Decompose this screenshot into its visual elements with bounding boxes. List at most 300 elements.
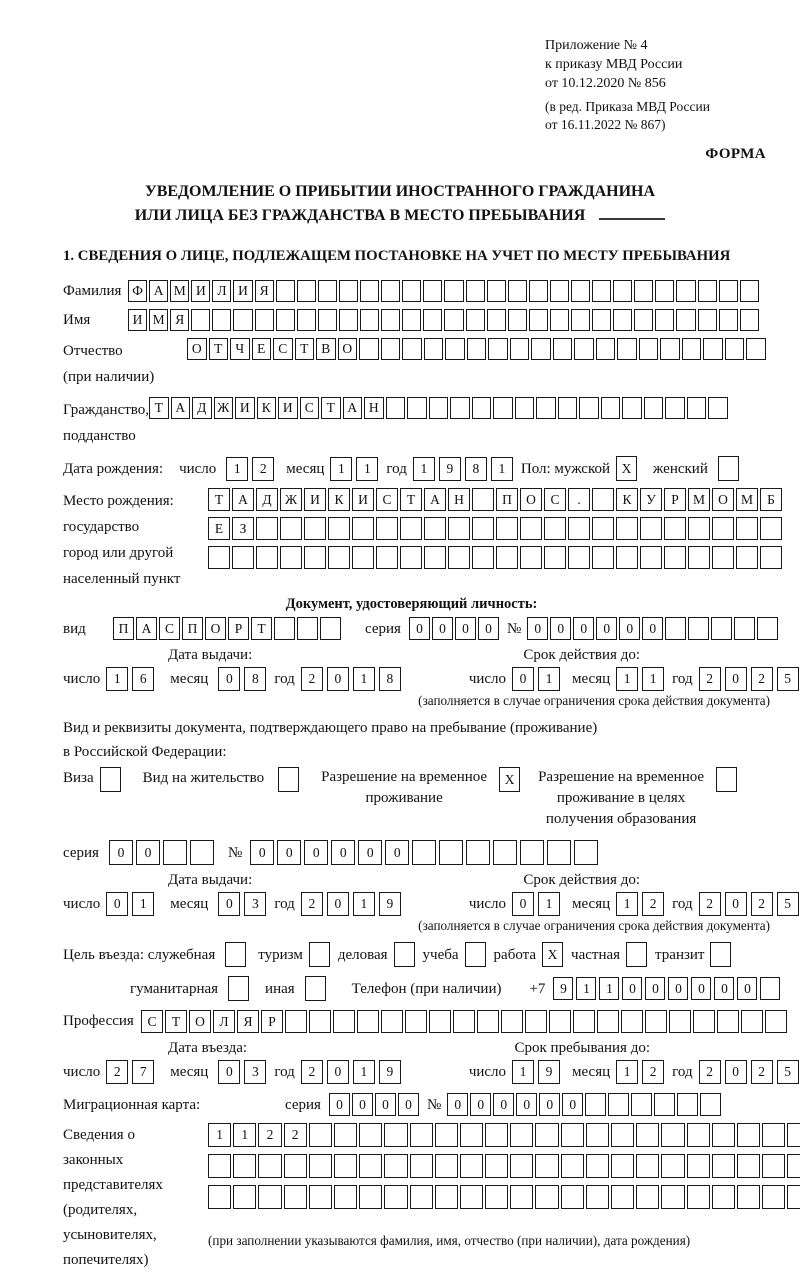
form-cell-empty[interactable] bbox=[429, 1010, 451, 1033]
form-cell-empty[interactable] bbox=[232, 546, 254, 569]
form-cell-empty[interactable] bbox=[510, 1123, 533, 1147]
form-cell-filled[interactable]: 2 bbox=[252, 457, 274, 481]
form-cell-empty[interactable] bbox=[665, 397, 685, 419]
form-cell-filled[interactable]: 0 bbox=[539, 1093, 560, 1116]
form-cell-empty[interactable] bbox=[608, 1093, 629, 1116]
form-cell-empty[interactable] bbox=[687, 1123, 710, 1147]
form-cell-filled[interactable]: 0 bbox=[358, 840, 382, 865]
form-cell-filled[interactable]: 0 bbox=[478, 617, 499, 640]
form-cell-empty[interactable] bbox=[592, 517, 614, 540]
form-cell-filled[interactable]: 0 bbox=[573, 617, 594, 640]
form-cell-empty[interactable] bbox=[400, 517, 422, 540]
form-cell-filled[interactable]: 0 bbox=[512, 667, 534, 691]
form-cell-empty[interactable] bbox=[384, 1185, 407, 1209]
form-cell-filled[interactable]: 0 bbox=[714, 977, 734, 1000]
form-cell-filled[interactable]: 2 bbox=[301, 667, 323, 691]
form-cell-filled[interactable]: Р bbox=[228, 617, 249, 640]
form-cell-filled[interactable]: 0 bbox=[329, 1093, 350, 1116]
form-cell-filled[interactable]: Я bbox=[170, 309, 189, 331]
form-cell-empty[interactable] bbox=[402, 280, 421, 302]
form-cell-filled[interactable]: 1 bbox=[208, 1123, 231, 1147]
form-cell-filled[interactable]: 0 bbox=[409, 617, 430, 640]
form-cell-filled[interactable]: И bbox=[235, 397, 255, 419]
form-cell-filled[interactable]: А bbox=[424, 488, 446, 511]
form-cell-filled[interactable]: 2 bbox=[106, 1060, 128, 1084]
form-cell-filled[interactable]: 8 bbox=[244, 667, 266, 691]
form-cell-filled[interactable]: 1 bbox=[599, 977, 619, 1000]
form-cell-filled[interactable]: 9 bbox=[538, 1060, 560, 1084]
form-cell-filled[interactable]: С bbox=[159, 617, 180, 640]
form-cell-empty[interactable] bbox=[716, 767, 737, 792]
form-cell-filled[interactable]: 1 bbox=[616, 892, 638, 916]
form-cell-empty[interactable] bbox=[529, 309, 548, 331]
form-cell-empty[interactable] bbox=[328, 517, 350, 540]
form-cell-filled[interactable]: 0 bbox=[550, 617, 571, 640]
form-cell-empty[interactable] bbox=[700, 1093, 721, 1116]
form-cell-empty[interactable] bbox=[597, 1010, 619, 1033]
form-cell-filled[interactable]: Н bbox=[364, 397, 384, 419]
form-cell-empty[interactable] bbox=[613, 309, 632, 331]
form-cell-filled[interactable]: 0 bbox=[645, 977, 665, 1000]
form-cell-filled[interactable]: С bbox=[544, 488, 566, 511]
form-cell-empty[interactable] bbox=[510, 338, 530, 360]
form-cell-filled[interactable]: 0 bbox=[327, 1060, 349, 1084]
form-cell-filled[interactable]: 7 bbox=[132, 1060, 154, 1084]
form-cell-filled[interactable]: 1 bbox=[233, 1123, 256, 1147]
form-cell-empty[interactable] bbox=[284, 1185, 307, 1209]
form-cell-filled[interactable]: Т bbox=[295, 338, 315, 360]
form-cell-empty[interactable] bbox=[233, 1154, 256, 1178]
form-cell-empty[interactable] bbox=[278, 767, 299, 792]
form-cell-empty[interactable] bbox=[535, 1154, 558, 1178]
form-cell-empty[interactable] bbox=[760, 977, 780, 1000]
form-cell-empty[interactable] bbox=[352, 517, 374, 540]
form-cell-empty[interactable] bbox=[611, 1185, 634, 1209]
form-cell-filled[interactable]: Д bbox=[256, 488, 278, 511]
form-cell-empty[interactable] bbox=[734, 617, 755, 640]
form-cell-empty[interactable] bbox=[687, 1185, 710, 1209]
form-cell-empty[interactable] bbox=[423, 309, 442, 331]
form-cell-filled[interactable]: Б bbox=[760, 488, 782, 511]
form-cell-filled[interactable]: 1 bbox=[512, 1060, 534, 1084]
form-cell-filled[interactable]: Т bbox=[400, 488, 422, 511]
form-cell-empty[interactable] bbox=[386, 397, 406, 419]
form-cell-empty[interactable] bbox=[698, 309, 717, 331]
form-cell-empty[interactable] bbox=[664, 517, 686, 540]
form-cell-empty[interactable] bbox=[661, 1154, 684, 1178]
form-cell-empty[interactable] bbox=[636, 1154, 659, 1178]
form-cell-empty[interactable] bbox=[334, 1185, 357, 1209]
form-cell-empty[interactable] bbox=[640, 517, 662, 540]
form-cell-filled[interactable]: 1 bbox=[330, 457, 352, 481]
form-cell-empty[interactable] bbox=[571, 309, 590, 331]
form-cell-filled[interactable]: X bbox=[542, 942, 563, 967]
form-cell-empty[interactable] bbox=[256, 546, 278, 569]
form-cell-empty[interactable] bbox=[616, 517, 638, 540]
form-cell-empty[interactable] bbox=[757, 617, 778, 640]
form-cell-empty[interactable] bbox=[445, 338, 465, 360]
form-cell-empty[interactable] bbox=[228, 976, 249, 1001]
form-cell-empty[interactable] bbox=[611, 1123, 634, 1147]
form-cell-empty[interactable] bbox=[208, 546, 230, 569]
form-cell-empty[interactable] bbox=[359, 1185, 382, 1209]
form-cell-empty[interactable] bbox=[352, 546, 374, 569]
form-cell-filled[interactable]: О bbox=[338, 338, 358, 360]
form-cell-empty[interactable] bbox=[665, 617, 686, 640]
form-cell-empty[interactable] bbox=[717, 1010, 739, 1033]
form-cell-empty[interactable] bbox=[703, 338, 723, 360]
form-cell-empty[interactable] bbox=[487, 309, 506, 331]
form-cell-empty[interactable] bbox=[407, 397, 427, 419]
form-cell-empty[interactable] bbox=[669, 1010, 691, 1033]
form-cell-empty[interactable] bbox=[444, 309, 463, 331]
form-cell-empty[interactable] bbox=[536, 397, 556, 419]
form-cell-empty[interactable] bbox=[472, 517, 494, 540]
form-cell-filled[interactable]: 2 bbox=[301, 1060, 323, 1084]
form-cell-filled[interactable]: 0 bbox=[516, 1093, 537, 1116]
form-cell-filled[interactable]: 0 bbox=[327, 667, 349, 691]
form-cell-empty[interactable] bbox=[357, 1010, 379, 1033]
form-cell-filled[interactable]: 0 bbox=[218, 892, 240, 916]
form-cell-empty[interactable] bbox=[424, 546, 446, 569]
form-cell-empty[interactable] bbox=[435, 1185, 458, 1209]
form-cell-empty[interactable] bbox=[688, 617, 709, 640]
form-cell-empty[interactable] bbox=[233, 309, 252, 331]
form-cell-empty[interactable] bbox=[280, 517, 302, 540]
form-cell-filled[interactable]: 1 bbox=[642, 667, 664, 691]
form-cell-empty[interactable] bbox=[617, 338, 637, 360]
form-cell-empty[interactable] bbox=[712, 1185, 735, 1209]
form-cell-filled[interactable]: 0 bbox=[385, 840, 409, 865]
form-cell-filled[interactable]: 2 bbox=[699, 892, 721, 916]
form-cell-filled[interactable]: А bbox=[343, 397, 363, 419]
form-cell-filled[interactable]: 0 bbox=[512, 892, 534, 916]
form-cell-empty[interactable] bbox=[423, 280, 442, 302]
form-cell-empty[interactable] bbox=[736, 517, 758, 540]
form-cell-filled[interactable]: 1 bbox=[491, 457, 513, 481]
form-cell-filled[interactable]: Т bbox=[209, 338, 229, 360]
form-cell-empty[interactable] bbox=[737, 1185, 760, 1209]
form-cell-filled[interactable]: С bbox=[300, 397, 320, 419]
form-cell-empty[interactable] bbox=[622, 397, 642, 419]
form-cell-filled[interactable]: 8 bbox=[379, 667, 401, 691]
form-cell-empty[interactable] bbox=[280, 546, 302, 569]
form-cell-filled[interactable]: Т bbox=[208, 488, 230, 511]
form-cell-empty[interactable] bbox=[424, 517, 446, 540]
form-cell-filled[interactable]: А bbox=[136, 617, 157, 640]
form-cell-filled[interactable]: З bbox=[232, 517, 254, 540]
form-cell-empty[interactable] bbox=[381, 338, 401, 360]
form-cell-filled[interactable]: 6 bbox=[132, 667, 154, 691]
form-cell-empty[interactable] bbox=[579, 397, 599, 419]
form-cell-empty[interactable] bbox=[402, 309, 421, 331]
form-cell-empty[interactable] bbox=[429, 397, 449, 419]
form-cell-empty[interactable] bbox=[376, 517, 398, 540]
form-cell-filled[interactable]: Ж bbox=[280, 488, 302, 511]
form-cell-empty[interactable] bbox=[467, 338, 487, 360]
form-cell-filled[interactable]: 1 bbox=[356, 457, 378, 481]
form-cell-empty[interactable] bbox=[208, 1185, 231, 1209]
form-cell-filled[interactable]: 2 bbox=[301, 892, 323, 916]
form-cell-empty[interactable] bbox=[485, 1185, 508, 1209]
form-cell-empty[interactable] bbox=[309, 1154, 332, 1178]
form-cell-empty[interactable] bbox=[339, 309, 358, 331]
form-cell-empty[interactable] bbox=[544, 546, 566, 569]
form-cell-filled[interactable]: И bbox=[278, 397, 298, 419]
form-cell-empty[interactable] bbox=[613, 280, 632, 302]
form-cell-empty[interactable] bbox=[410, 1154, 433, 1178]
form-cell-filled[interactable]: 0 bbox=[250, 840, 274, 865]
form-cell-empty[interactable] bbox=[496, 517, 518, 540]
form-cell-empty[interactable] bbox=[676, 280, 695, 302]
form-cell-empty[interactable] bbox=[453, 1010, 475, 1033]
form-cell-filled[interactable]: 1 bbox=[616, 667, 638, 691]
form-cell-empty[interactable] bbox=[309, 1010, 331, 1033]
form-cell-filled[interactable]: Ж bbox=[214, 397, 234, 419]
form-cell-filled[interactable]: 5 bbox=[777, 892, 799, 916]
form-cell-empty[interactable] bbox=[573, 1010, 595, 1033]
form-cell-empty[interactable] bbox=[571, 280, 590, 302]
form-cell-filled[interactable]: С bbox=[141, 1010, 163, 1033]
form-cell-filled[interactable]: Ч bbox=[230, 338, 250, 360]
form-cell-empty[interactable] bbox=[255, 309, 274, 331]
form-cell-empty[interactable] bbox=[485, 1154, 508, 1178]
form-cell-filled[interactable]: 0 bbox=[327, 892, 349, 916]
form-cell-filled[interactable]: 0 bbox=[527, 617, 548, 640]
form-cell-empty[interactable] bbox=[410, 1185, 433, 1209]
form-cell-empty[interactable] bbox=[655, 309, 674, 331]
form-cell-filled[interactable]: Л bbox=[212, 280, 231, 302]
form-cell-filled[interactable]: 0 bbox=[375, 1093, 396, 1116]
form-cell-empty[interactable] bbox=[765, 1010, 787, 1033]
form-cell-empty[interactable] bbox=[258, 1154, 281, 1178]
form-cell-empty[interactable] bbox=[360, 309, 379, 331]
form-cell-empty[interactable] bbox=[592, 309, 611, 331]
form-cell-filled[interactable]: 9 bbox=[379, 892, 401, 916]
form-cell-filled[interactable]: 2 bbox=[751, 667, 773, 691]
form-cell-filled[interactable]: 0 bbox=[136, 840, 160, 865]
form-cell-empty[interactable] bbox=[568, 546, 590, 569]
form-cell-empty[interactable] bbox=[360, 280, 379, 302]
form-cell-empty[interactable] bbox=[320, 617, 341, 640]
form-cell-empty[interactable] bbox=[191, 309, 210, 331]
form-cell-empty[interactable] bbox=[596, 338, 616, 360]
form-cell-empty[interactable] bbox=[520, 840, 544, 865]
form-cell-empty[interactable] bbox=[712, 1123, 735, 1147]
form-cell-filled[interactable]: И bbox=[304, 488, 326, 511]
form-cell-filled[interactable]: 0 bbox=[218, 667, 240, 691]
form-cell-empty[interactable] bbox=[510, 1185, 533, 1209]
form-cell-filled[interactable]: 0 bbox=[493, 1093, 514, 1116]
form-cell-empty[interactable] bbox=[466, 840, 490, 865]
form-cell-empty[interactable] bbox=[616, 546, 638, 569]
form-cell-empty[interactable] bbox=[561, 1185, 584, 1209]
form-cell-filled[interactable]: О bbox=[520, 488, 542, 511]
form-cell-filled[interactable]: А bbox=[232, 488, 254, 511]
form-cell-empty[interactable] bbox=[435, 1123, 458, 1147]
form-cell-empty[interactable] bbox=[529, 280, 548, 302]
form-cell-filled[interactable]: 1 bbox=[106, 667, 128, 691]
form-cell-filled[interactable]: 0 bbox=[725, 892, 747, 916]
form-cell-empty[interactable] bbox=[304, 546, 326, 569]
form-cell-empty[interactable] bbox=[448, 517, 470, 540]
form-cell-filled[interactable]: К bbox=[257, 397, 277, 419]
form-cell-empty[interactable] bbox=[719, 309, 738, 331]
form-cell-filled[interactable]: 1 bbox=[538, 892, 560, 916]
form-cell-empty[interactable] bbox=[712, 1154, 735, 1178]
form-cell-filled[interactable]: П bbox=[182, 617, 203, 640]
form-cell-filled[interactable]: Т bbox=[251, 617, 272, 640]
form-cell-empty[interactable] bbox=[465, 942, 486, 967]
form-cell-filled[interactable]: И bbox=[233, 280, 252, 302]
form-cell-filled[interactable]: 2 bbox=[642, 892, 664, 916]
form-cell-empty[interactable] bbox=[549, 1010, 571, 1033]
form-cell-filled[interactable]: 0 bbox=[331, 840, 355, 865]
form-cell-filled[interactable]: Т bbox=[165, 1010, 187, 1033]
form-cell-filled[interactable]: К bbox=[616, 488, 638, 511]
form-cell-empty[interactable] bbox=[309, 1185, 332, 1209]
form-cell-filled[interactable]: 0 bbox=[642, 617, 663, 640]
form-cell-empty[interactable] bbox=[636, 1185, 659, 1209]
form-cell-empty[interactable] bbox=[736, 546, 758, 569]
form-cell-filled[interactable]: Д bbox=[192, 397, 212, 419]
form-cell-empty[interactable] bbox=[520, 517, 542, 540]
form-cell-empty[interactable] bbox=[190, 840, 214, 865]
form-cell-empty[interactable] bbox=[550, 280, 569, 302]
form-cell-filled[interactable]: 0 bbox=[622, 977, 642, 1000]
form-cell-empty[interactable] bbox=[661, 1123, 684, 1147]
form-cell-empty[interactable] bbox=[508, 309, 527, 331]
form-cell-empty[interactable] bbox=[787, 1123, 800, 1147]
form-cell-empty[interactable] bbox=[100, 767, 121, 792]
form-cell-empty[interactable] bbox=[626, 942, 647, 967]
form-cell-filled[interactable]: . bbox=[568, 488, 590, 511]
form-cell-filled[interactable]: 0 bbox=[109, 840, 133, 865]
form-cell-empty[interactable] bbox=[719, 280, 738, 302]
form-cell-empty[interactable] bbox=[515, 397, 535, 419]
form-cell-empty[interactable] bbox=[762, 1185, 785, 1209]
form-cell-empty[interactable] bbox=[737, 1123, 760, 1147]
form-cell-empty[interactable] bbox=[424, 338, 444, 360]
form-cell-empty[interactable] bbox=[258, 1185, 281, 1209]
form-cell-filled[interactable]: У bbox=[640, 488, 662, 511]
form-cell-empty[interactable] bbox=[693, 1010, 715, 1033]
form-cell-empty[interactable] bbox=[558, 397, 578, 419]
form-cell-empty[interactable] bbox=[676, 309, 695, 331]
form-cell-empty[interactable] bbox=[496, 546, 518, 569]
form-cell-empty[interactable] bbox=[309, 942, 330, 967]
form-cell-filled[interactable]: 0 bbox=[398, 1093, 419, 1116]
form-cell-filled[interactable]: 2 bbox=[699, 667, 721, 691]
form-cell-empty[interactable] bbox=[381, 280, 400, 302]
form-cell-empty[interactable] bbox=[466, 309, 485, 331]
form-cell-filled[interactable]: 0 bbox=[447, 1093, 468, 1116]
form-cell-filled[interactable]: 0 bbox=[304, 840, 328, 865]
form-cell-filled[interactable]: 1 bbox=[132, 892, 154, 916]
form-cell-empty[interactable] bbox=[631, 1093, 652, 1116]
form-cell-filled[interactable]: 2 bbox=[751, 1060, 773, 1084]
form-cell-empty[interactable] bbox=[328, 546, 350, 569]
form-cell-filled[interactable]: X bbox=[499, 767, 520, 792]
form-cell-empty[interactable] bbox=[318, 280, 337, 302]
form-cell-filled[interactable]: О bbox=[187, 338, 207, 360]
form-cell-empty[interactable] bbox=[450, 397, 470, 419]
form-cell-empty[interactable] bbox=[487, 280, 506, 302]
form-cell-filled[interactable]: 0 bbox=[737, 977, 757, 1000]
form-cell-empty[interactable] bbox=[297, 309, 316, 331]
form-cell-filled[interactable]: 1 bbox=[353, 892, 375, 916]
form-cell-filled[interactable]: Т bbox=[321, 397, 341, 419]
form-cell-empty[interactable] bbox=[636, 1123, 659, 1147]
form-cell-empty[interactable] bbox=[339, 280, 358, 302]
form-cell-empty[interactable] bbox=[640, 546, 662, 569]
form-cell-filled[interactable]: 5 bbox=[777, 667, 799, 691]
form-cell-filled[interactable]: 2 bbox=[751, 892, 773, 916]
form-cell-empty[interactable] bbox=[402, 338, 422, 360]
form-cell-empty[interactable] bbox=[574, 338, 594, 360]
form-cell-empty[interactable] bbox=[660, 338, 680, 360]
form-cell-filled[interactable]: 0 bbox=[277, 840, 301, 865]
form-cell-empty[interactable] bbox=[274, 617, 295, 640]
form-cell-empty[interactable] bbox=[644, 397, 664, 419]
form-cell-filled[interactable]: 9 bbox=[439, 457, 461, 481]
form-cell-empty[interactable] bbox=[318, 309, 337, 331]
form-cell-filled[interactable]: В bbox=[316, 338, 336, 360]
form-cell-empty[interactable] bbox=[561, 1154, 584, 1178]
form-cell-empty[interactable] bbox=[233, 1185, 256, 1209]
form-cell-empty[interactable] bbox=[553, 338, 573, 360]
form-cell-filled[interactable]: 0 bbox=[352, 1093, 373, 1116]
form-cell-empty[interactable] bbox=[405, 1010, 427, 1033]
form-cell-filled[interactable]: И bbox=[128, 309, 147, 331]
form-cell-filled[interactable]: Р bbox=[664, 488, 686, 511]
form-cell-filled[interactable]: 9 bbox=[379, 1060, 401, 1084]
form-cell-empty[interactable] bbox=[394, 942, 415, 967]
form-cell-empty[interactable] bbox=[787, 1185, 800, 1209]
form-cell-empty[interactable] bbox=[225, 942, 246, 967]
form-cell-empty[interactable] bbox=[510, 1154, 533, 1178]
form-cell-empty[interactable] bbox=[472, 397, 492, 419]
form-cell-empty[interactable] bbox=[477, 1010, 499, 1033]
form-cell-empty[interactable] bbox=[634, 280, 653, 302]
form-cell-empty[interactable] bbox=[285, 1010, 307, 1033]
form-cell-filled[interactable]: 0 bbox=[106, 892, 128, 916]
form-cell-empty[interactable] bbox=[687, 1154, 710, 1178]
form-cell-empty[interactable] bbox=[535, 1123, 558, 1147]
form-cell-filled[interactable]: X bbox=[616, 456, 637, 481]
form-cell-filled[interactable]: О bbox=[189, 1010, 211, 1033]
form-cell-empty[interactable] bbox=[359, 1154, 382, 1178]
form-cell-empty[interactable] bbox=[163, 840, 187, 865]
form-cell-empty[interactable] bbox=[611, 1154, 634, 1178]
form-cell-empty[interactable] bbox=[760, 546, 782, 569]
form-cell-empty[interactable] bbox=[585, 1093, 606, 1116]
form-cell-empty[interactable] bbox=[376, 546, 398, 569]
form-cell-filled[interactable]: Е bbox=[208, 517, 230, 540]
form-cell-empty[interactable] bbox=[304, 517, 326, 540]
form-cell-filled[interactable]: Ф bbox=[128, 280, 147, 302]
form-cell-empty[interactable] bbox=[493, 840, 517, 865]
form-cell-empty[interactable] bbox=[621, 1010, 643, 1033]
form-cell-filled[interactable]: 1 bbox=[353, 1060, 375, 1084]
form-cell-empty[interactable] bbox=[547, 840, 571, 865]
form-cell-empty[interactable] bbox=[661, 1185, 684, 1209]
form-cell-empty[interactable] bbox=[760, 517, 782, 540]
form-cell-filled[interactable]: С bbox=[273, 338, 293, 360]
form-cell-empty[interactable] bbox=[276, 309, 295, 331]
form-cell-filled[interactable]: 0 bbox=[725, 667, 747, 691]
form-cell-empty[interactable] bbox=[531, 338, 551, 360]
